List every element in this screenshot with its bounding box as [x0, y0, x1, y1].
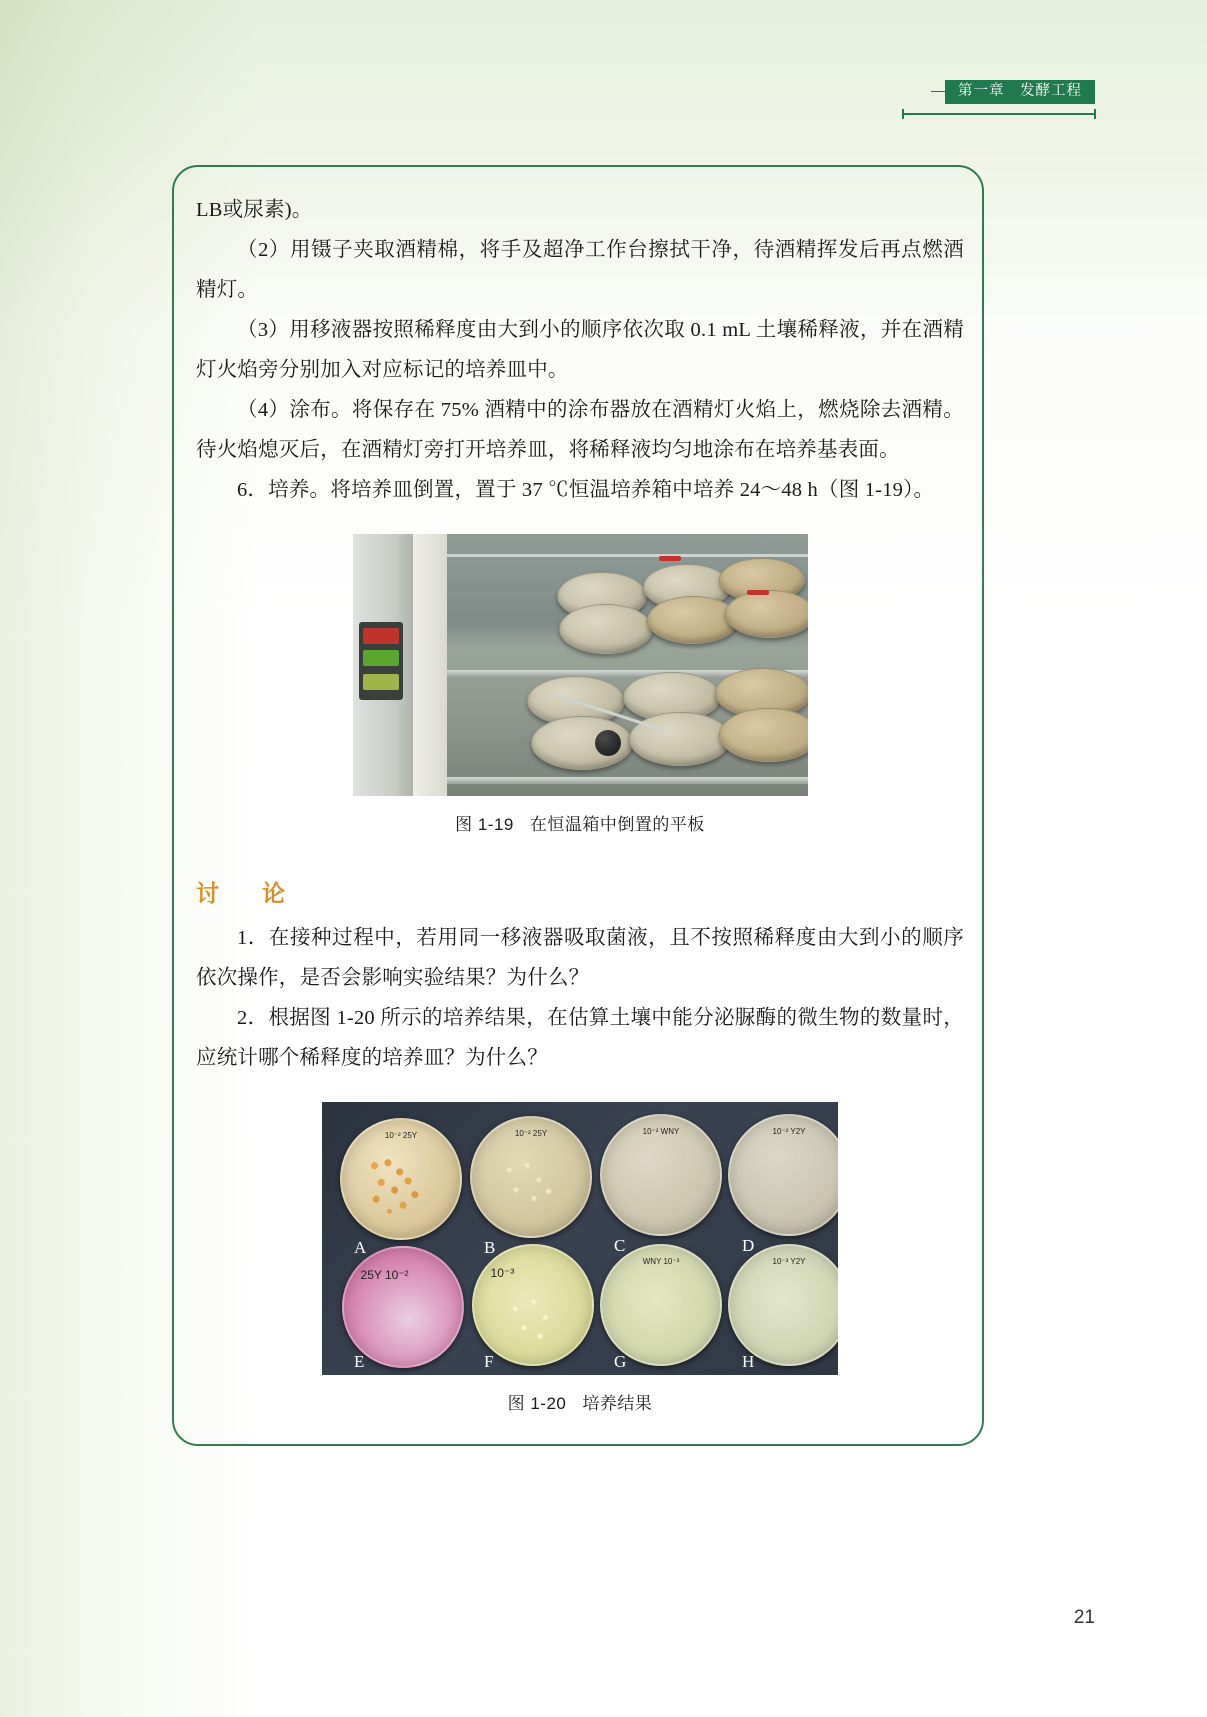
dish-red-marking	[747, 590, 769, 595]
petri-dish	[719, 708, 808, 762]
petri-dish-a	[340, 1118, 462, 1240]
figure-1-19-caption	[196, 810, 964, 835]
shelf-rail-top	[447, 554, 808, 557]
incubator-display-lower	[363, 674, 399, 690]
chapter-rule-left	[931, 91, 945, 92]
petri-dish-b	[470, 1116, 592, 1238]
chapter-tag-label: 第一章 发酵工程	[945, 80, 1095, 104]
page-number: 21	[1073, 1607, 1095, 1628]
petri-dish-d	[728, 1114, 838, 1236]
dish-letter-h: H	[742, 1352, 755, 1371]
figure-1-20-caption	[196, 1389, 964, 1414]
incubator-photo	[353, 534, 808, 796]
paragraph-step-3: （3）用移液器按照稀释度由大到小的顺序依次取 0.1 mL 土壤稀释液，并在酒精灯火焰旁分别加入对应标记的培养皿中。	[196, 319, 964, 381]
incubator-knob	[595, 730, 621, 756]
dish-letter-d: D	[742, 1236, 755, 1255]
paragraph-step-2: （2）用镊子夹取酒精棉，将手及超净工作台擦拭干净，待酒精挥发后再点燃酒精灯。	[196, 239, 964, 301]
figure-1-20	[196, 1102, 964, 1414]
petri-dish-h	[728, 1244, 838, 1366]
petri-dish-c	[600, 1114, 722, 1236]
incubator-display-green	[363, 650, 399, 666]
colony-cluster	[488, 1148, 570, 1220]
incubator-door-edge	[413, 534, 447, 796]
petri-dish	[629, 712, 731, 766]
dish-letter-e: E	[354, 1352, 365, 1371]
dish-code-a: 10⁻² 25Y	[384, 1130, 418, 1140]
dish-code-b: 10⁻² 25Y	[514, 1128, 548, 1138]
dish-code-c: 10⁻² WNY	[642, 1126, 680, 1136]
chapter-underline	[903, 113, 1095, 115]
colony-cluster	[356, 1146, 440, 1222]
petri-dish-f	[472, 1244, 594, 1366]
petri-dish	[647, 596, 739, 644]
figure-1-19-number: 图 1-19	[455, 815, 514, 834]
dish-letter-c: C	[614, 1236, 626, 1255]
figure-1-20-number: 图 1-20	[507, 1394, 567, 1413]
discussion-question-1: 1．在接种过程中，若用同一移液器吸取菌液，且不按照稀释度由大到小的顺序依次操作，是否会影响实验结果？为什么？	[196, 927, 964, 989]
dish-letter-g: G	[614, 1352, 627, 1371]
petri-dish-e	[342, 1246, 464, 1368]
incubator-cabinet	[447, 534, 808, 796]
paragraph-step-6: 6．培养。将培养皿倒置，置于 37 ℃恒温培养箱中培养 24～48 h（图 1-19）。	[237, 479, 935, 501]
petri-dish	[725, 590, 808, 638]
figure-1-20-title: 培养结果	[582, 1394, 653, 1413]
culture-results-photo	[322, 1102, 838, 1375]
dish-letter-f: F	[484, 1352, 494, 1371]
petri-dish-g	[600, 1244, 722, 1366]
shelf-lower	[447, 777, 808, 784]
figure-1-19-title: 在恒温箱中倒置的平板	[529, 815, 705, 834]
content-body	[196, 190, 964, 1414]
paragraph-continuation: LB或尿素)。	[196, 199, 313, 221]
dish-code-e: 25Y 10⁻²	[360, 1268, 409, 1283]
dish-code-d: 10⁻² Y2Y	[772, 1126, 806, 1136]
colony-cluster	[490, 1280, 574, 1352]
incubator-display-red	[363, 628, 399, 644]
discussion-heading: 讨 论	[196, 880, 295, 906]
discussion-question-2: 2．根据图 1-20 所示的培养结果，在估算土壤中能分泌脲酶的微生物的数量时，应统计哪个稀释度的培养皿？为什么？	[196, 1007, 964, 1069]
dish-letter-a: A	[354, 1238, 367, 1257]
dish-code-h: 10⁻³ Y2Y	[772, 1256, 806, 1266]
figure-1-19	[196, 534, 964, 835]
dish-letter-b: B	[484, 1238, 496, 1257]
paragraph-step-4: （4）涂布。将保存在 75% 酒精中的涂布器放在酒精灯火焰上，燃烧除去酒精。待火焰熄灭后，在酒精灯旁打开培养皿，将稀释液均匀地涂布在培养基表面。	[196, 399, 964, 461]
dish-code-f: 10⁻³	[490, 1266, 515, 1281]
dish-red-marking	[659, 556, 681, 561]
petri-dish	[559, 604, 653, 654]
dish-code-g: WNY 10⁻³	[642, 1256, 680, 1266]
chapter-header	[931, 80, 1095, 104]
